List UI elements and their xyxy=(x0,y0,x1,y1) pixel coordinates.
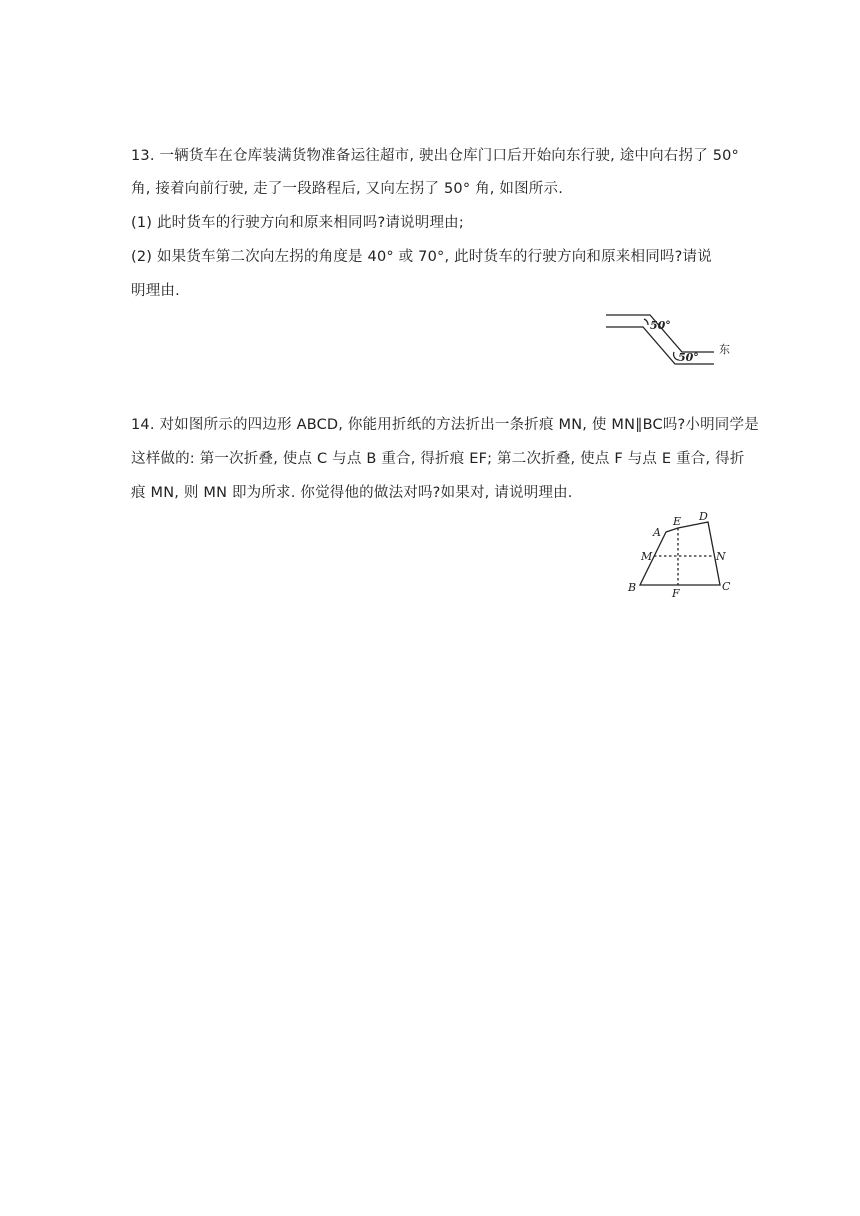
angle-label-top: 50° xyxy=(650,319,671,332)
quadrilateral-abcd-figure xyxy=(622,508,742,600)
problem-14-line-1: 14. 对如图所示的四边形 ABCD, 你能用折纸的方法折出一条折痕 MN, 使 MN∥BC吗?小明同学是 xyxy=(131,417,759,433)
truck-route-figure xyxy=(600,308,740,370)
problem-14-line-3: 痕 MN, 则 MN 即为所求. 你觉得他的做法对吗?如果对, 请说明理由. xyxy=(131,485,573,501)
problem-13-line-1: 13. 一辆货车在仓库装满货物准备运往超市, 驶出仓库门口后开始向东行驶, 途中向右拐了 50° xyxy=(131,148,740,164)
angle-label-bottom: 50° xyxy=(678,351,699,364)
vertex-label-d: D xyxy=(699,510,708,523)
point-label-n: N xyxy=(716,550,726,563)
point-label-f: F xyxy=(672,587,680,600)
point-label-m: M xyxy=(641,550,653,563)
vertex-label-b: B xyxy=(628,581,637,594)
problem-13-question-2: (2) 如果货车第二次向左拐的角度是 40° 或 70°, 此时货车的行驶方向和原来相同吗?请说 xyxy=(131,249,712,265)
point-label-e: E xyxy=(673,515,682,528)
angle-arc-top xyxy=(644,319,648,325)
problem-14-line-2: 这样做的: 第一次折叠, 使点 C 与点 B 重合, 得折痕 EF; 第二次折叠, 使点 F 与点 E 重合, 得折 xyxy=(131,451,745,467)
east-direction-label: 东 xyxy=(719,343,730,356)
vertex-label-a: A xyxy=(653,526,661,539)
problem-13-line-2: 角, 接着向前行驶, 走了一段路程后, 又向左拐了 50° 角, 如图所示. xyxy=(131,181,563,197)
problem-13-question-1: (1) 此时货车的行驶方向和原来相同吗?请说明理由; xyxy=(131,215,464,231)
problem-13-line-5: 明理由. xyxy=(131,283,180,299)
vertex-label-c: C xyxy=(722,580,731,593)
